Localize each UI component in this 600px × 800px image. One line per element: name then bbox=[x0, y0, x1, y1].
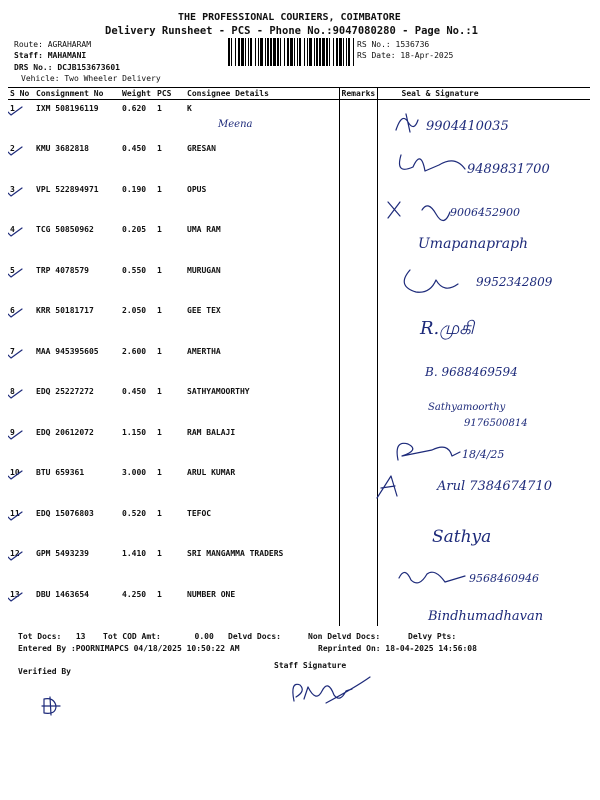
row-number: 2 bbox=[10, 144, 15, 153]
cell-pcs: 1 bbox=[157, 306, 162, 315]
row-number: 10 bbox=[10, 468, 20, 477]
table-row bbox=[8, 464, 590, 505]
cell-pcs: 1 bbox=[157, 225, 162, 234]
rs-date: RS Date: 18-Apr-2025 bbox=[357, 51, 454, 60]
cell-sno bbox=[8, 505, 34, 546]
cell-signature bbox=[377, 302, 590, 343]
check-mark-icon bbox=[8, 427, 23, 440]
cell-sno bbox=[8, 383, 34, 424]
row-number: 3 bbox=[10, 184, 15, 194]
table-row bbox=[8, 505, 590, 546]
cell-weight: 3.000 bbox=[122, 468, 147, 477]
table-row bbox=[8, 343, 590, 384]
svg-text:Arul 7384674710: Arul 7384674710 bbox=[437, 479, 552, 494]
cell-pcs: 1 bbox=[157, 265, 162, 275]
delivered-docs: Delvd Docs: bbox=[228, 632, 281, 641]
row-number: 4 bbox=[10, 225, 15, 234]
cell-consignment-no: KMU 3682818 bbox=[36, 144, 89, 153]
cell-remarks bbox=[339, 181, 377, 222]
check-mark-icon bbox=[8, 184, 23, 197]
svg-text:Umapanapraph: Umapanapraph bbox=[418, 236, 529, 252]
cell-signature bbox=[377, 545, 590, 586]
cell-sno bbox=[8, 464, 34, 505]
cell-consignment-no: IXM 508196119 bbox=[36, 104, 99, 113]
table-row bbox=[8, 221, 590, 262]
cell-sno bbox=[8, 100, 34, 141]
svg-text:9904410035: 9904410035 bbox=[426, 119, 509, 134]
header-consignment: Consignment No bbox=[34, 88, 120, 100]
cell-remarks bbox=[339, 302, 377, 343]
table-row bbox=[8, 140, 590, 181]
table-row bbox=[8, 424, 590, 465]
table-header-row bbox=[8, 88, 590, 100]
cell-signature bbox=[377, 221, 590, 262]
verified-by: Verified By bbox=[18, 667, 71, 676]
cell-sno bbox=[8, 181, 34, 222]
cell-remarks bbox=[339, 505, 377, 546]
svg-text:R.முகி: R.முகி bbox=[420, 318, 475, 339]
cell-sno bbox=[8, 302, 34, 343]
cell-sno bbox=[8, 343, 34, 384]
consignment-table bbox=[8, 87, 590, 626]
staff: Staff: MAHAMANI bbox=[14, 51, 87, 60]
cell-signature bbox=[377, 100, 590, 141]
cell-pcs: 1 bbox=[157, 184, 162, 194]
route: Route: AGRAHARAM bbox=[14, 40, 92, 49]
cell-weight: 2.050 bbox=[122, 306, 147, 315]
cell-sno bbox=[8, 545, 34, 586]
cell-consignee-details: OPUS bbox=[187, 184, 207, 194]
cell-remarks bbox=[339, 343, 377, 384]
tot-docs: Tot Docs: 13 bbox=[18, 632, 86, 641]
cell-consignee-details: UMA RAM bbox=[187, 225, 221, 234]
header-signature: Seal & Signature bbox=[377, 88, 590, 100]
cell-consignee-details: SATHYAMOORTHY bbox=[187, 387, 250, 396]
cell-pcs: 1 bbox=[157, 427, 162, 437]
row-number: 9 bbox=[10, 427, 15, 437]
cell-consignee-details: GRESAN bbox=[187, 144, 216, 153]
vehicle: Vehicle: Two Wheeler Delivery bbox=[21, 74, 161, 83]
cell-remarks bbox=[339, 464, 377, 505]
cell-signature bbox=[377, 343, 590, 384]
cell-remarks bbox=[339, 545, 377, 586]
check-mark-icon bbox=[8, 470, 23, 480]
table-row bbox=[8, 262, 590, 303]
cell-weight: 0.190 bbox=[122, 184, 147, 194]
cell-signature bbox=[377, 464, 590, 505]
cell-remarks bbox=[339, 221, 377, 262]
staff-signature-mark bbox=[286, 673, 376, 717]
row-number: 1 bbox=[10, 104, 15, 113]
cell-pcs: 1 bbox=[157, 508, 162, 518]
table-row bbox=[8, 545, 590, 586]
check-mark-icon bbox=[8, 551, 23, 561]
cell-remarks bbox=[339, 586, 377, 627]
cell-consignment-no: MAA 945395605 bbox=[36, 346, 99, 356]
svg-text:9006452900: 9006452900 bbox=[450, 206, 520, 219]
cell-consignment-no: EDQ 25227272 bbox=[36, 387, 94, 396]
cell-consignment-no: GPM 5493239 bbox=[36, 549, 89, 558]
cell-pcs: 1 bbox=[157, 144, 162, 153]
header-weight: Weight bbox=[120, 88, 155, 100]
svg-text:9489831700: 9489831700 bbox=[467, 162, 550, 177]
svg-text:18/4/25: 18/4/25 bbox=[462, 448, 505, 461]
row-number: 13 bbox=[10, 589, 20, 599]
header-pcs: PCS bbox=[155, 88, 185, 100]
cell-consignee-details: GEE TEX bbox=[187, 306, 221, 315]
drs-number: DRS No.: DCJB153673601 bbox=[14, 63, 120, 72]
cell-consignee-details: K bbox=[187, 104, 192, 113]
cell-signature bbox=[377, 140, 590, 181]
table-row bbox=[8, 383, 590, 424]
non-delivered-docs: Non Delvd Docs: bbox=[308, 632, 381, 641]
cell-consignee-details: NUMBER ONE bbox=[187, 589, 236, 599]
header-consignee: Consignee Details bbox=[185, 88, 339, 100]
cell-consignment-no: EDQ 15076803 bbox=[36, 508, 94, 518]
entered-by: Entered By :POORNIMAPCS 04/18/2025 10:50:22 AM bbox=[18, 644, 240, 653]
row-number: 5 bbox=[10, 265, 15, 275]
svg-text:Bindhumadhavan: Bindhumadhavan bbox=[428, 609, 544, 624]
cell-remarks bbox=[339, 424, 377, 465]
table-row bbox=[8, 100, 590, 141]
cell-consignment-no: TCG 50850962 bbox=[36, 225, 94, 234]
cell-remarks bbox=[339, 262, 377, 303]
svg-text:Meena: Meena bbox=[218, 119, 253, 130]
header-sno: S No bbox=[8, 88, 34, 100]
cell-sno bbox=[8, 221, 34, 262]
cell-weight: 2.600 bbox=[122, 346, 147, 356]
row-number: 7 bbox=[10, 346, 15, 356]
row-number: 8 bbox=[10, 387, 15, 396]
svg-text:9176500814: 9176500814 bbox=[464, 418, 528, 429]
check-mark-icon bbox=[8, 146, 23, 156]
cell-consignment-no: TRP 4078579 bbox=[36, 265, 89, 275]
cell-weight: 0.450 bbox=[122, 144, 147, 153]
staff-signature: Staff Signature bbox=[274, 661, 347, 670]
cell-remarks bbox=[339, 140, 377, 181]
cell-consignee-details: TEFOC bbox=[187, 508, 212, 518]
check-mark-icon bbox=[8, 589, 23, 602]
table-row bbox=[8, 181, 590, 222]
cell-weight: 4.250 bbox=[122, 589, 147, 599]
cell-consignee-details: AMERTHA bbox=[187, 346, 221, 356]
check-mark-icon bbox=[8, 308, 23, 318]
cell-consignee-details: SRI MANGAMMA TRADERS bbox=[187, 549, 284, 558]
cell-weight: 0.520 bbox=[122, 508, 147, 518]
cell-sno bbox=[8, 586, 34, 627]
cell-signature bbox=[377, 383, 590, 424]
row-number: 6 bbox=[10, 306, 15, 315]
cell-consignment-no: DBU 1463654 bbox=[36, 589, 89, 599]
cell-consignment-no: BTU 659361 bbox=[36, 468, 85, 477]
cell-remarks bbox=[339, 383, 377, 424]
delivery-points: Delvy Pts: bbox=[408, 632, 457, 641]
table-row bbox=[8, 302, 590, 343]
cell-pcs: 1 bbox=[157, 549, 162, 558]
cell-pcs: 1 bbox=[157, 468, 162, 477]
cell-weight: 1.410 bbox=[122, 549, 147, 558]
runsheet-title: Delivery Runsheet - PCS - Phone No.:9047080280 - Page No.:1 bbox=[105, 25, 478, 37]
svg-text:Sathyamoorthy: Sathyamoorthy bbox=[428, 402, 506, 413]
cell-consignment-no: KRR 50181717 bbox=[36, 306, 94, 315]
cell-sno bbox=[8, 424, 34, 465]
check-mark-icon bbox=[8, 389, 23, 399]
svg-text:Sathya: Sathya bbox=[432, 527, 492, 547]
cell-remarks bbox=[339, 100, 377, 141]
cell-pcs: 1 bbox=[157, 589, 162, 599]
check-mark-icon bbox=[8, 227, 23, 237]
check-mark-icon bbox=[8, 346, 23, 359]
table-row bbox=[8, 586, 590, 627]
svg-text:9568460946: 9568460946 bbox=[469, 572, 539, 585]
company-name: THE PROFESSIONAL COURIERS, COIMBATORE bbox=[178, 12, 401, 23]
cell-sno bbox=[8, 140, 34, 181]
cell-signature bbox=[377, 262, 590, 303]
cell-signature bbox=[377, 181, 590, 222]
cell-weight: 0.205 bbox=[122, 225, 147, 234]
cell-signature bbox=[377, 586, 590, 627]
check-mark-icon bbox=[8, 508, 23, 521]
tot-cod-amount: Tot COD Amt: 0.00 bbox=[103, 632, 214, 641]
cell-weight: 0.620 bbox=[122, 104, 147, 113]
svg-text:9952342809: 9952342809 bbox=[476, 275, 553, 289]
cell-pcs: 1 bbox=[157, 346, 162, 356]
cell-signature bbox=[377, 424, 590, 465]
barcode bbox=[228, 38, 354, 66]
reprinted-on: Reprinted On: 18-04-2025 14:56:08 bbox=[318, 644, 477, 653]
cell-consignment-no: EDQ 20612072 bbox=[36, 427, 94, 437]
rs-number: RS No.: 1536736 bbox=[357, 40, 430, 49]
cell-pcs: 1 bbox=[157, 104, 162, 113]
check-mark-icon bbox=[8, 265, 23, 278]
cell-sno bbox=[8, 262, 34, 303]
cell-consignment-no: VPL 522894971 bbox=[36, 184, 99, 194]
cell-weight: 0.550 bbox=[122, 265, 147, 275]
svg-text:B. 9688469594: B. 9688469594 bbox=[425, 365, 518, 379]
check-mark-icon bbox=[8, 106, 23, 116]
cell-consignee-details: RAM BALAJI bbox=[187, 427, 236, 437]
row-number: 12 bbox=[10, 549, 20, 558]
cell-consignee-details: ARUL KUMAR bbox=[187, 468, 236, 477]
header-remarks: Remarks bbox=[339, 88, 377, 100]
cell-pcs: 1 bbox=[157, 387, 162, 396]
cell-signature bbox=[377, 505, 590, 546]
cell-weight: 1.150 bbox=[122, 427, 147, 437]
cell-weight: 0.450 bbox=[122, 387, 147, 396]
row-number: 11 bbox=[10, 508, 20, 518]
cell-consignee-details: MURUGAN bbox=[187, 265, 221, 275]
verified-by-mark bbox=[40, 695, 64, 721]
